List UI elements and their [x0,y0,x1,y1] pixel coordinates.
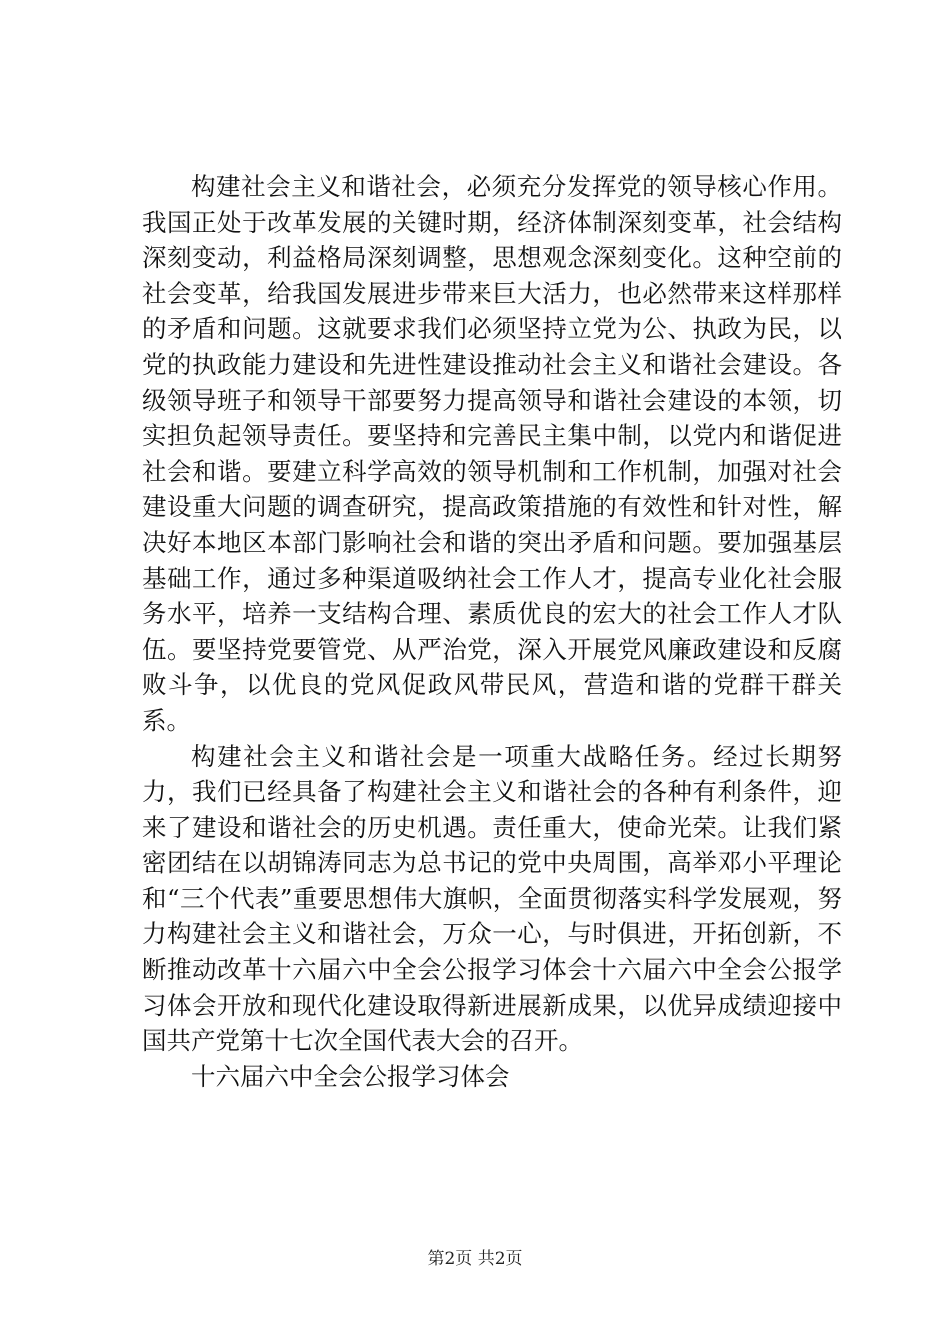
paragraph-strategic-task: 构建社会主义和谐社会是一项重大战略任务。经过长期努力，我们已经具备了构建社会主义和谐社会的各种有利条件，迎来了建设和谐社会的历史机遇。责任重大，使命光荣。让我们紧密团结在以胡锦涛同志为总书记的党中央周围，高举邓小平理论和“三个代表”重要思想伟大旗帜，全面贯彻落实科学发展观，努力构建社会主义和谐社会，万众一心，与时俱进，开拓创新，不断推动改革十六届六中全会公报学习体会十六届六中全会公报学习体会开放和现代化建设取得新进展新成果，以优异成绩迎接中国共产党第十七次全国代表大会的召开。 [142,741,842,1056]
document-body [142,169,842,1094]
page-number-footer: 第2页 共2页 [427,1249,523,1269]
paragraph-party-leadership: 构建社会主义和谐社会，必须充分发挥党的领导核心作用。我国正处于改革发展的关键时期，经济体制深刻变革，社会结构深刻变动，利益格局深刻调整，思想观念深刻变化。这种空前的社会变革，给我国发展进步带来巨大活力，也必然带来这样那样的矛盾和问题。这就要求我们必须坚持立党为公、执政为民，以党的执政能力建设和先进性建设推动社会主义和谐社会建设。各级领导班子和领导干部要努力提高领导和谐社会建设的本领，切实担负起领导责任。要坚持和完善民主集中制，以党内和谐促进社会和谐。要建立科学高效的领导机制和工作机制，加强对社会建设重大问题的调查研究，提高政策措施的有效性和针对性，解决好本地区本部门影响社会和谐的突出矛盾和问题。要加强基层基础工作，通过多种渠道吸纳社会工作人才，提高专业化社会服务水平，培养一支结构合理、素质优良的宏大的社会工作人才队伍。要坚持党要管党、从严治党，深入开展党风廉政建设和反腐败斗争，以优良的党风促政风带民风，营造和谐的党群干群关系。 [142,172,842,735]
paragraph-title-line: 十六届六中全会公报学习体会 [191,1061,510,1091]
